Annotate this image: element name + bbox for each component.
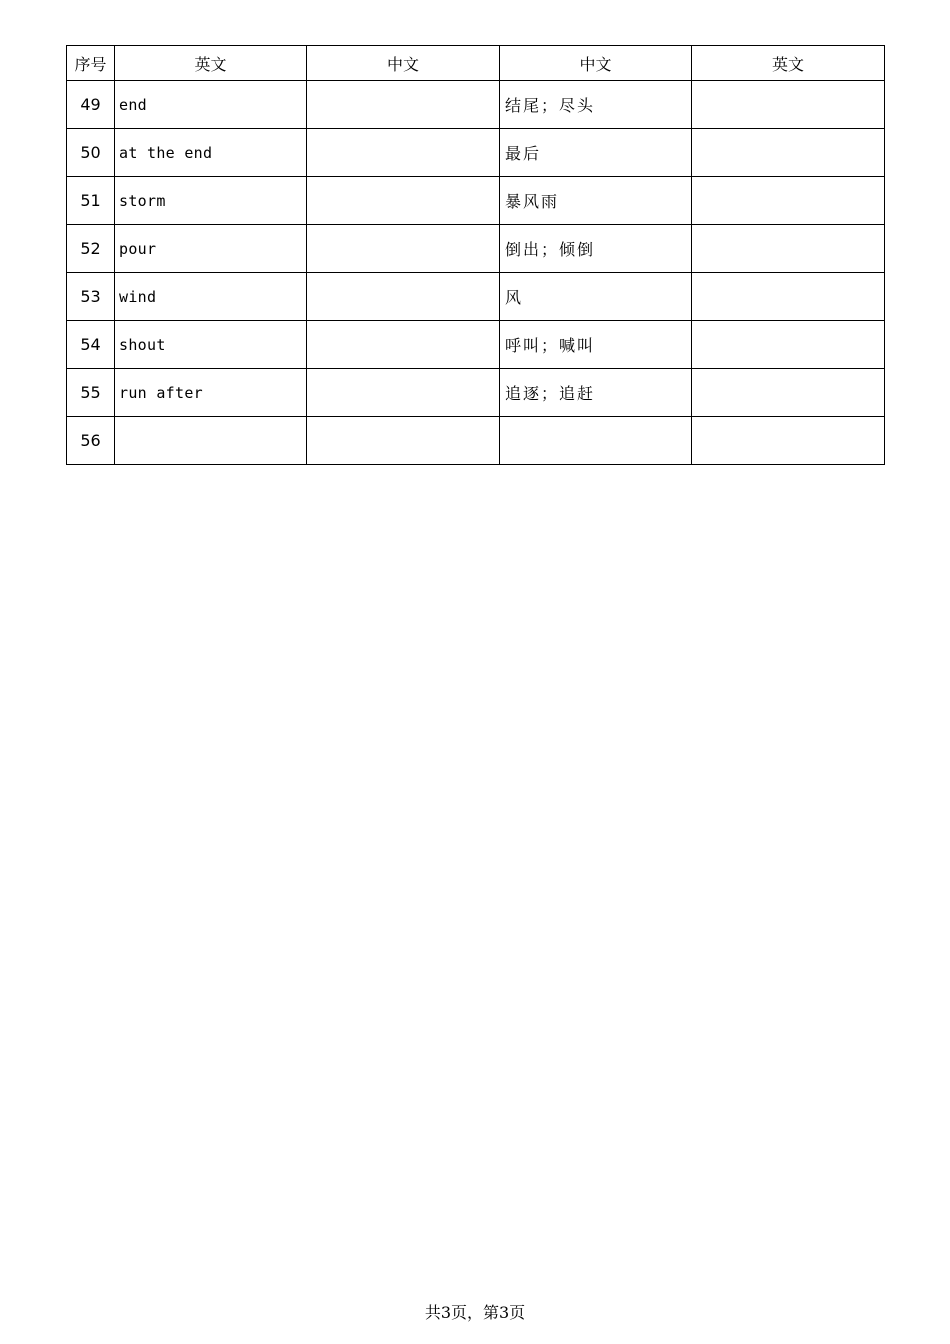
english-answer-cell (692, 177, 885, 225)
english-answer-cell (692, 321, 885, 369)
chinese-word: 结尾；尽头 (500, 81, 692, 129)
chinese-word: 呼叫；喊叫 (500, 321, 692, 369)
table-row (67, 273, 885, 321)
chinese-answer-cell (307, 177, 500, 225)
row-number: 50 (67, 129, 115, 177)
header-english: 英文 (115, 46, 307, 81)
row-number: 51 (67, 177, 115, 225)
table-row (67, 81, 885, 129)
english-word: pour (115, 225, 307, 273)
chinese-word: 倒出；倾倒 (500, 225, 692, 273)
chinese-answer-cell (307, 321, 500, 369)
header-chinese-blank: 中文 (307, 46, 500, 81)
chinese-word: 暴风雨 (500, 177, 692, 225)
chinese-answer-cell (307, 81, 500, 129)
row-number: 49 (67, 81, 115, 129)
row-number: 54 (67, 321, 115, 369)
header-english-blank: 英文 (692, 46, 885, 81)
row-number: 53 (67, 273, 115, 321)
chinese-answer-cell (307, 225, 500, 273)
chinese-word (500, 417, 692, 465)
table-row (67, 417, 885, 465)
vocabulary-table (66, 45, 885, 465)
row-number: 52 (67, 225, 115, 273)
english-word (115, 417, 307, 465)
chinese-word: 最后 (500, 129, 692, 177)
english-answer-cell (692, 369, 885, 417)
table-header-row (67, 46, 885, 81)
row-number: 56 (67, 417, 115, 465)
header-number: 序号 (67, 46, 115, 81)
chinese-answer-cell (307, 417, 500, 465)
table-row (67, 321, 885, 369)
table-row (67, 177, 885, 225)
table-row (67, 129, 885, 177)
table-row (67, 225, 885, 273)
english-answer-cell (692, 417, 885, 465)
english-answer-cell (692, 225, 885, 273)
english-word: run after (115, 369, 307, 417)
chinese-answer-cell (307, 369, 500, 417)
row-number: 55 (67, 369, 115, 417)
table-row (67, 369, 885, 417)
english-word: shout (115, 321, 307, 369)
chinese-word: 风 (500, 273, 692, 321)
english-answer-cell (692, 129, 885, 177)
header-chinese: 中文 (500, 46, 692, 81)
chinese-answer-cell (307, 129, 500, 177)
page-footer: 共3页，第3页 (424, 1303, 526, 1322)
english-word: end (115, 81, 307, 129)
english-answer-cell (692, 81, 885, 129)
chinese-answer-cell (307, 273, 500, 321)
english-word: wind (115, 273, 307, 321)
english-word: storm (115, 177, 307, 225)
english-word: at the end (115, 129, 307, 177)
chinese-word: 追逐；追赶 (500, 369, 692, 417)
english-answer-cell (692, 273, 885, 321)
